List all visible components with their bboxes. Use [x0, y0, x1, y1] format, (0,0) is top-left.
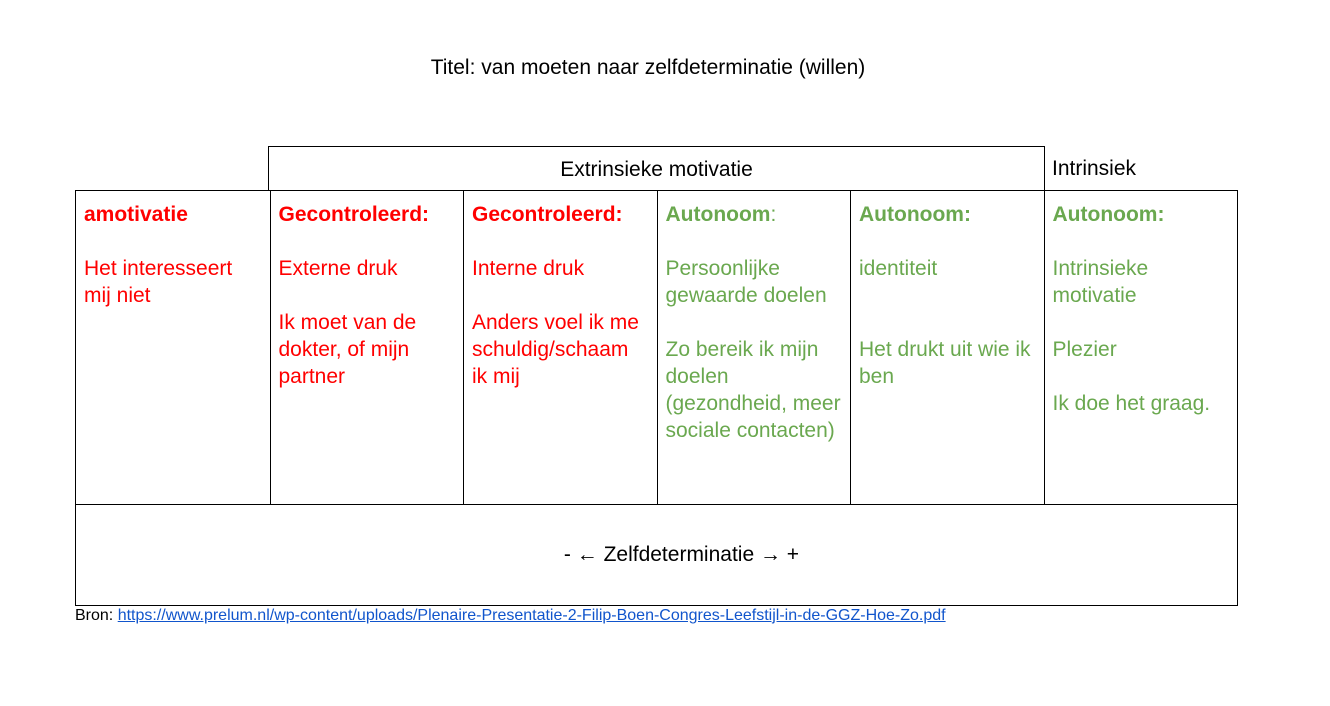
- cell-heading: [666, 201, 843, 228]
- cell-text: Persoonlijke gewaarde doelen: [665, 257, 827, 307]
- cell-identity: [850, 191, 1044, 504]
- intrinsic-header: Intrinsiek: [1052, 157, 1137, 180]
- cell-internal-control: [463, 191, 657, 504]
- cell-heading: Gecontroleerd:: [278, 203, 430, 226]
- cell-heading: amotivatie: [84, 203, 188, 226]
- cell-heading: Autonoom:: [859, 203, 971, 226]
- self-determination-scale: - ← Zelfdeterminatie → +: [75, 504, 1238, 606]
- cell-text: Plezier: [1052, 338, 1117, 361]
- cell-text: Intrinsieke motivatie: [1052, 257, 1149, 307]
- heading-word: Autonoom: [665, 203, 771, 226]
- cell-personal-goals: [657, 191, 851, 504]
- cell-intrinsic: [1044, 191, 1238, 504]
- cell-text: Ik doe het graag.: [1052, 392, 1211, 415]
- cell-heading: Autonoom:: [1052, 203, 1165, 226]
- cell-text: Interne druk: [472, 257, 585, 280]
- source-label: Bron:: [75, 607, 114, 624]
- cell-amotivation: [76, 191, 270, 504]
- extrinsic-header: Extrinsieke motivatie: [268, 146, 1045, 190]
- cell-text: Zo bereik ik mijn doelen (gezondheid, meer sociale contacten): [665, 338, 841, 442]
- cell-text: identiteit: [859, 257, 938, 280]
- motivation-table: [75, 190, 1238, 505]
- heading-colon: :: [770, 203, 777, 226]
- cell-text: Het interesseert mij niet: [84, 257, 233, 307]
- source-line: [75, 607, 946, 625]
- cell-text: Het drukt uit wie ik ben: [859, 338, 1031, 388]
- document-title: Titel: van moeten naar zelfdeterminatie (willen): [430, 56, 866, 79]
- source-link[interactable]: https://www.prelum.nl/wp-content/uploads/Plenaire-Presentatie-2-Filip-Boen-Congres-Leefstijl-in-de-GGZ-Hoe-Zo.pdf: [117, 607, 946, 624]
- cell-text: Externe druk: [278, 257, 398, 280]
- cell-heading: Gecontroleerd:: [472, 203, 623, 226]
- cell-text: Anders voel ik me schuldig/schaam ik mij: [472, 311, 639, 388]
- cell-external-control: [270, 191, 464, 504]
- cell-text: Ik moet van de dokter, of mijn partner: [278, 311, 417, 388]
